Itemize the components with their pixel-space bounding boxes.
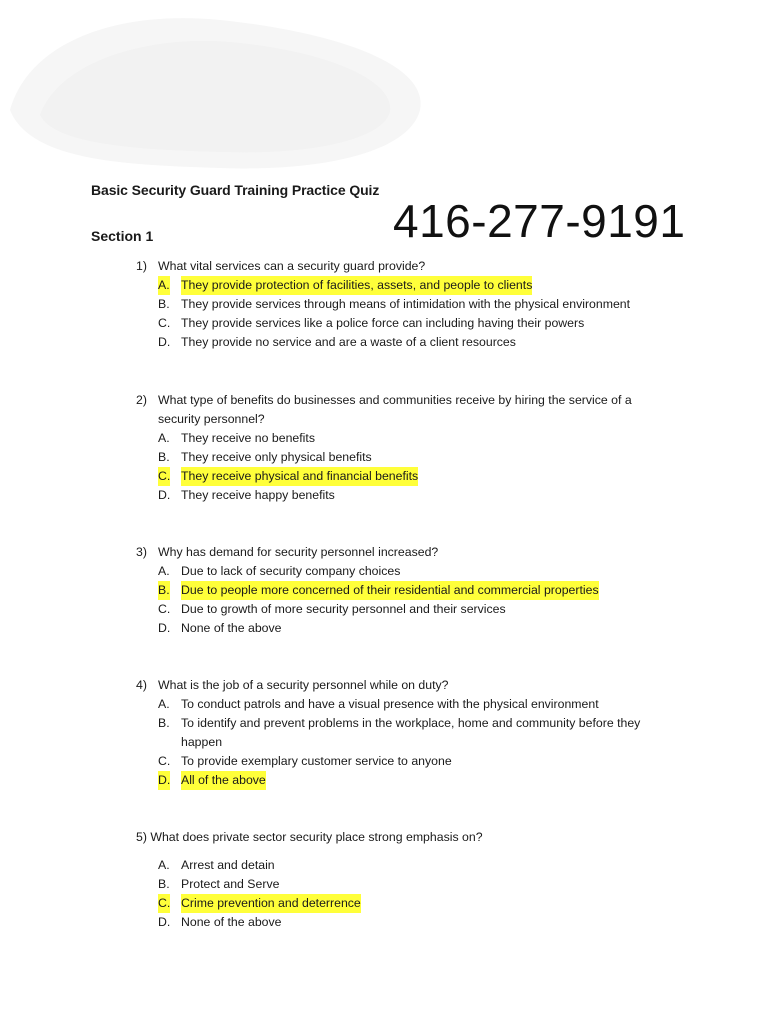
option-text: They provide services like a police force can including having their powers	[181, 316, 585, 330]
option-text: Due to growth of more security personnel and their services	[181, 602, 506, 616]
option-text: To identify and prevent problems in the workplace, home and community before they	[181, 716, 641, 730]
question-text: Why has demand for security personnel increased?	[158, 545, 439, 559]
question-text-body: What does private sector security place strong emphasis on?	[150, 830, 483, 844]
option-letter: B.	[158, 716, 170, 730]
option-text: They provide protection of facilities, assets, and people to clients	[181, 276, 532, 295]
option-text: They receive physical and financial benefits	[181, 467, 418, 486]
option-a	[158, 276, 678, 295]
option-text: Due to lack of security company choices	[181, 564, 401, 578]
option-b	[158, 581, 678, 600]
option-c	[158, 314, 678, 333]
option-text: Protect and Serve	[181, 877, 280, 891]
question-text: What type of benefits do businesses and communities receive by hiring the service of a security personnel?	[158, 393, 632, 426]
question-number: 3)	[136, 545, 147, 559]
option-text: Arrest and detain	[181, 858, 275, 872]
question-number: 4)	[136, 678, 147, 692]
option-text: They provide no service and are a waste of a client resources	[181, 335, 516, 349]
option-d	[158, 771, 678, 790]
option-text: None of the above	[181, 915, 282, 929]
option-b	[158, 295, 678, 314]
option-letter: C.	[158, 754, 171, 768]
option-text: To conduct patrols and have a visual presence with the physical environment	[181, 697, 599, 711]
option-letter: D.	[158, 771, 170, 790]
option-b	[158, 448, 678, 467]
option-letter: D.	[158, 488, 171, 502]
option-text: They provide services through means of intimidation with the physical environment	[181, 297, 631, 311]
option-text: Due to people more concerned of their residential and commercial properties	[181, 581, 599, 600]
option-d	[158, 333, 678, 352]
option-text-continued: happen	[181, 735, 223, 749]
option-letter: B.	[158, 581, 170, 600]
option-c	[158, 752, 678, 771]
option-d	[158, 486, 678, 505]
option-letter: D.	[158, 915, 171, 929]
option-letter: A.	[158, 431, 170, 445]
option-d	[158, 913, 678, 932]
option-b	[158, 714, 678, 733]
quiz-title: Basic Security Guard Training Practice Quiz	[91, 182, 380, 198]
option-letter: D.	[158, 621, 171, 635]
option-text: They receive only physical benefits	[181, 450, 372, 464]
option-b	[158, 875, 678, 894]
question-number: 5)	[136, 830, 147, 844]
option-b-continued	[158, 733, 678, 752]
option-letter: C.	[158, 894, 170, 913]
erased-logo-smudge	[0, 0, 440, 180]
option-text: All of the above	[181, 771, 266, 790]
option-c	[158, 894, 678, 913]
option-a	[158, 695, 678, 714]
question-number: 2)	[136, 393, 147, 407]
option-c	[158, 467, 678, 486]
question-text	[136, 828, 483, 847]
option-a	[158, 562, 678, 581]
phone-number: 416-277-9191	[393, 195, 686, 247]
option-letter: C.	[158, 316, 171, 330]
option-text: Crime prevention and deterrence	[181, 894, 361, 913]
question-text: What vital services can a security guard provide?	[158, 259, 426, 273]
option-a	[158, 856, 678, 875]
option-letter: A.	[158, 697, 170, 711]
option-a	[158, 429, 678, 448]
option-text: They receive happy benefits	[181, 488, 335, 502]
option-letter: C.	[158, 467, 170, 486]
option-text: To provide exemplary customer service to anyone	[181, 754, 452, 768]
option-letter: A.	[158, 564, 170, 578]
question-number: 1)	[136, 259, 147, 273]
option-letter: D.	[158, 335, 171, 349]
section-heading: Section 1	[91, 228, 154, 244]
option-letter: C.	[158, 602, 171, 616]
option-c	[158, 600, 678, 619]
option-letter: A.	[158, 276, 170, 295]
question-text: What is the job of a security personnel while on duty?	[158, 678, 449, 692]
option-letter: A.	[158, 858, 170, 872]
option-d	[158, 619, 678, 638]
option-text: None of the above	[181, 621, 282, 635]
option-text: They receive no benefits	[181, 431, 315, 445]
option-letter: B.	[158, 877, 170, 891]
option-letter: B.	[158, 297, 170, 311]
option-letter: B.	[158, 450, 170, 464]
